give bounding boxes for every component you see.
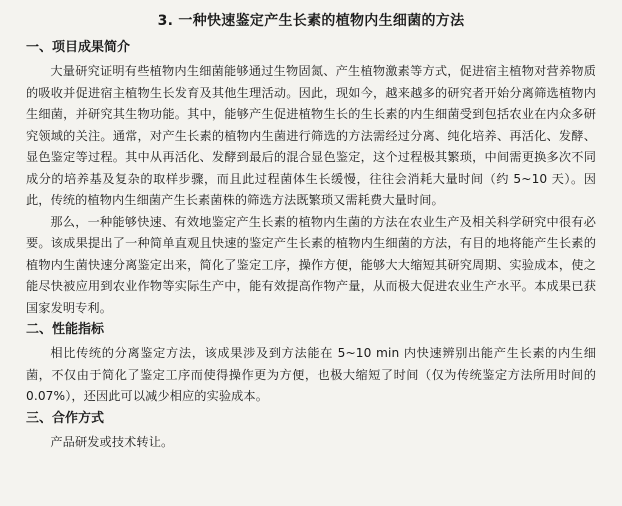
paragraph: 产品研发或技术转让。: [50, 434, 174, 449]
paragraph: 那么，一种能够快速、有效地鉴定产生长素的植物内生菌的方法在农业生产及相关科学研究中很有必要。该成果提出了一种简单直观且快速的鉴定产生长素的植物内生细菌的方法，有目的地将能产生长素的植物内生菌快速分离鉴定出来，简化了鉴定工序，操作方便，能够大大缩短其研究周期、实验成本，使之能尽快被应用到农业作物等实际生产中，能有效提高作物产量，从而极大促进农业生产水平。本成果已获国家发明专利。: [26, 214, 596, 315]
section-heading: 三、合作方式: [26, 410, 105, 426]
document-title: 3. 一种快速鉴定产生长素的植物内生细菌的方法: [157, 13, 465, 29]
section-cooperation: [26, 410, 596, 454]
section-heading: 一、项目成果简介: [26, 40, 131, 55]
section-project-summary: [26, 39, 596, 319]
section-heading: 二、性能指标: [26, 322, 105, 337]
paragraph: 大量研究证明有些植物内生细菌能够通过生物固氮、产生植物激素等方式，促进宿主植物对营养物质的吸收并促进宿主植物生长发育及其他生理活动。因此，现如今，越来越多的研究者开始分离筛选植物内生细菌，并研究其生物功能。其中，能够产生促进植物生长的生长素的内生细菌受到包括农业在内众多研究领域的关注。通常，对产生长素的植物内生菌进行筛选的方法需经过分离、纯化培养、再活化、发酵、显色鉴定等过程。其中从再活化、发酵到最后的混合显色鉴定，这个过程极其繁琐，中间需更换多次不同成分的培养基及复杂的取样步骤，而且此过程菌体生长缓慢，往往会消耗大量时间（约 5~10 天）。因此，传统的植物内生细菌产生长素菌株的筛选方法既繁琐又需耗费大量时间。: [26, 64, 596, 207]
paragraph: 相比传统的分离鉴定方法，该成果涉及到方法能在 5~10 min 内快速辨别出能产生长素的内生细菌，不仅由于简化了鉴定工序而使得操作更为方便，也极大缩短了时间（仅为传统鉴定方法所用时间的 0.07%），还因此可以减少相应的实验成本。: [26, 346, 596, 403]
section-performance: [26, 321, 596, 408]
